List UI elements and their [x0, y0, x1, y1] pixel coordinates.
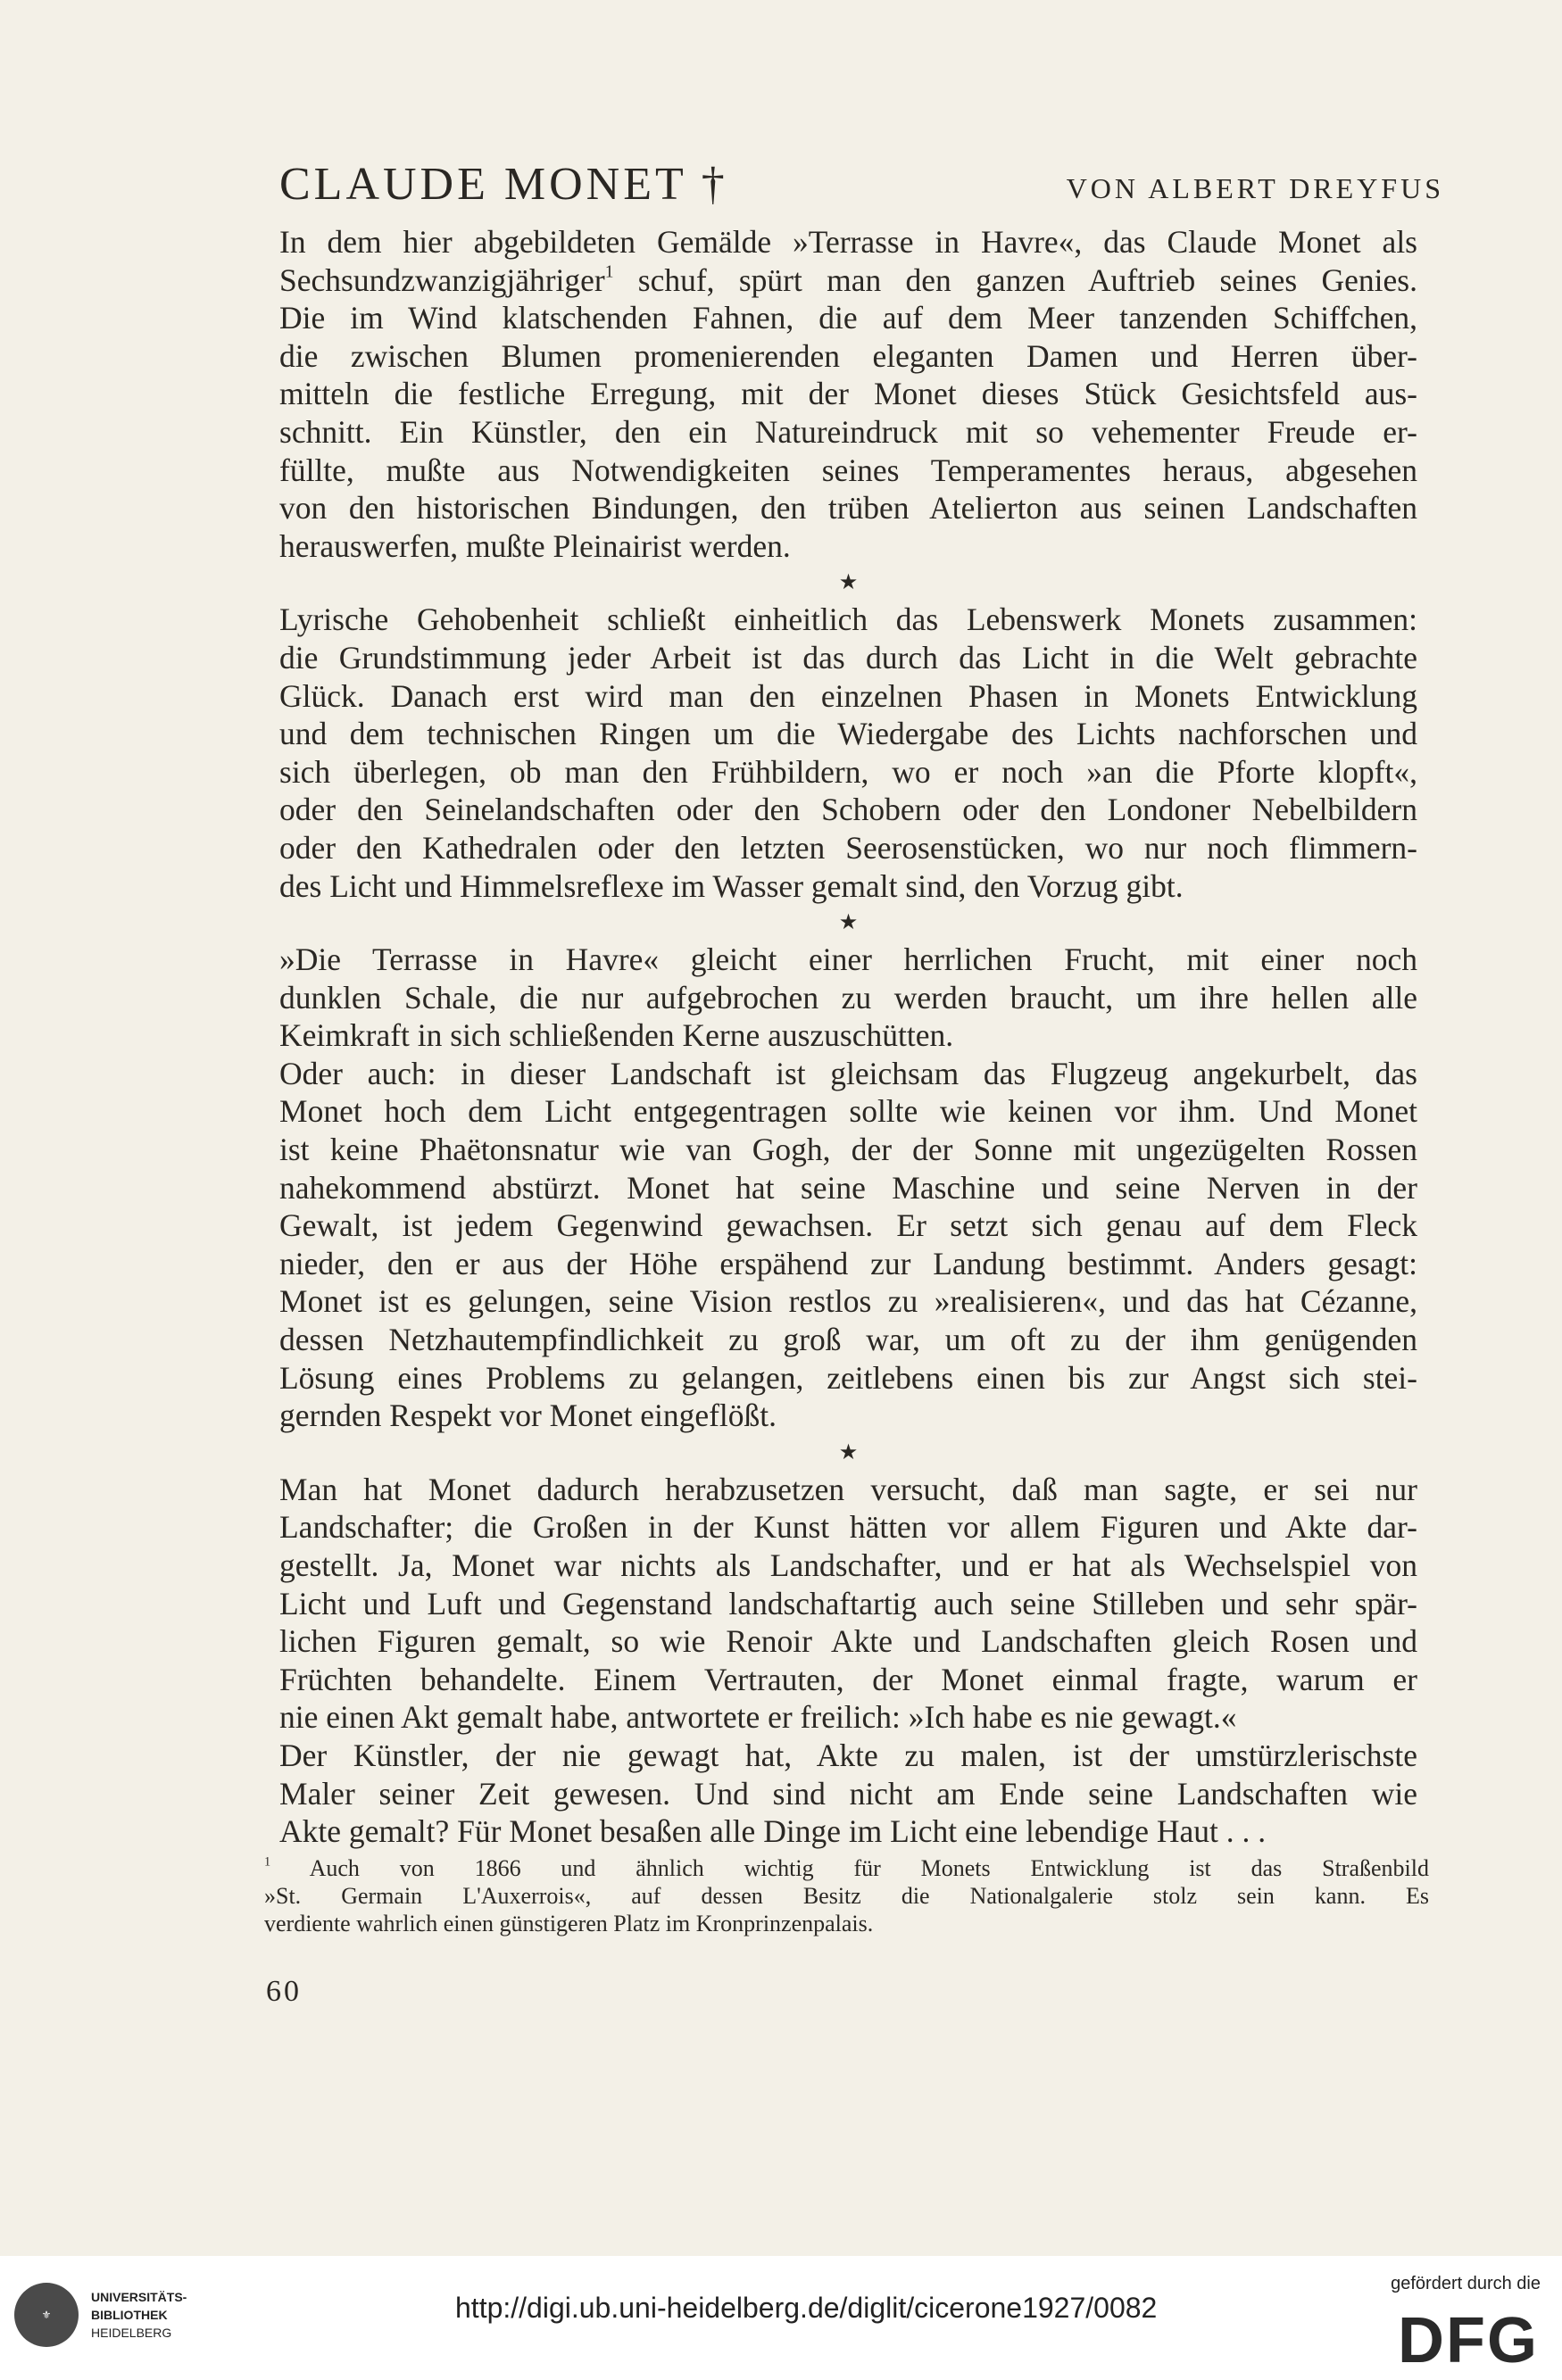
text-line: Monet hoch dem Licht entgegentragen sollte wie keinen vor ihm. Und Monet	[279, 1093, 1417, 1130]
footnote-line	[264, 1854, 1429, 1882]
text-line: gestellt. Ja, Monet war nichts als Landschafter, und er hat als Wechselspiel von	[279, 1547, 1417, 1583]
logo-text-line: UNIVERSITÄTS-	[91, 2290, 187, 2304]
section-separator-star: ★	[838, 571, 859, 595]
text-line: Lyrische Gehobenheit schließt einheitlich das Lebenswerk Monets zusammen:	[279, 601, 1417, 638]
text-line: Oder auch: in dieser Landschaft ist gleichsam das Flugzeug angekurbelt, das	[279, 1055, 1417, 1091]
page-number: 60	[266, 1975, 302, 2008]
paragraph	[279, 601, 1417, 905]
footnote-marker: 1	[264, 1854, 271, 1870]
text-line: Licht und Luft und Gegenstand landschaftartig auch seine Stilleben und sehr spär-	[279, 1585, 1417, 1621]
text-line: oder den Seinelandschaften oder den Schobern oder den Londoner Nebelbildern	[279, 792, 1417, 828]
permalink-url[interactable]: http://digi.ub.uni-heidelberg.de/diglit/cicerone1927/0082	[455, 2292, 1158, 2324]
text-line: von den historischen Bindungen, den trüben Atelierton aus seinen Landschaften	[279, 490, 1417, 527]
text-line: und dem technischen Ringen um die Wiedergabe des Lichts nachforschen und	[279, 716, 1417, 752]
article-header	[279, 158, 1444, 211]
article-title: CLAUDE MONET †	[279, 159, 728, 210]
text-line: dessen Netzhautempfindlichkeit zu groß war, um oft zu der ihm genügenden	[279, 1322, 1417, 1358]
text-line: dunklen Schale, die nur aufgebrochen zu werden braucht, um ihre hellen alle	[279, 979, 1417, 1016]
paragraph	[279, 1471, 1417, 1737]
funding-label: gefördert durch die	[1391, 2274, 1541, 2293]
text-line: füllte, mußte aus Notwendigkeiten seines Temperamentes heraus, abgesehen	[279, 452, 1417, 488]
section-separator-star: ★	[838, 911, 859, 935]
digitization-footer	[0, 2256, 1562, 2380]
text-line	[279, 261, 1417, 300]
university-seal-icon: ⚜	[14, 2283, 79, 2347]
text-line: sich überlegen, ob man den Frühbildern, wo er noch »an die Pforte klopft«,	[279, 753, 1417, 790]
text-line: Die im Wind klatschenden Fahnen, die auf dem Meer tanzenden Schiffchen,	[279, 300, 1417, 336]
text-segment: schuf, spürt man den ganzen Auftrieb seines Genies.	[613, 261, 1417, 298]
text-segment: Sechsundzwanzigjähriger	[279, 261, 605, 298]
article-body	[279, 223, 1417, 1851]
text-line: die Grundstimmung jeder Arbeit ist das durch das Licht in die Welt gebrachte	[279, 639, 1417, 676]
text-line: Gewalt, ist jedem Gegenwind gewachsen. Er setzt sich genau auf dem Fleck	[279, 1207, 1417, 1244]
logo-text-line: BIBLIOTHEK	[91, 2308, 168, 2322]
text-line: Landschafter; die Großen in der Kunst hätten vor allem Figuren und Akte dar-	[279, 1509, 1417, 1546]
footnote	[264, 1854, 1429, 1937]
footnote-line: verdiente wahrlich einen günstigeren Platz im Kronprinzenpalais.	[264, 1911, 874, 1936]
article-author: VON ALBERT DREYFUS	[1066, 172, 1444, 204]
footnote-reference: 1	[604, 261, 614, 281]
text-line: oder den Kathedralen oder den letzten Seerosenstücken, wo nur noch flimmern-	[279, 829, 1417, 866]
text-line: Der Künstler, der nie gewagt hat, Akte zu malen, ist der umstürzlerischste	[279, 1737, 1417, 1773]
text-line: lichen Figuren gemalt, so wie Renoir Akte und Landschaften gleich Rosen und	[279, 1623, 1417, 1660]
text-segment: Auch von 1866 und ähnlich wichtig für Monets Entwicklung ist das Straßenbild	[270, 1855, 1429, 1881]
text-line: Lösung eines Problems zu gelangen, zeitlebens einen bis zur Angst sich stei-	[279, 1359, 1417, 1396]
text-line: Früchten behandelte. Einem Vertrauten, der Monet einmal fragte, warum er	[279, 1661, 1417, 1697]
text-line: nahekommend abstürzt. Monet hat seine Maschine und seine Nerven in der	[279, 1169, 1417, 1206]
text-line: »Die Terrasse in Havre« gleicht einer herrlichen Frucht, mit einer noch	[279, 941, 1417, 978]
text-line: ist keine Phaëtonsnatur wie van Gogh, der der Sonne mit ungezügelten Rossen	[279, 1132, 1417, 1168]
dfg-logo: DFG	[1398, 2305, 1539, 2376]
text-line: nieder, den er aus der Höhe erspähend zur Landung bestimmt. Anders gesagt:	[279, 1245, 1417, 1281]
text-line: Maler seiner Zeit gewesen. Und sind nicht am Ende seine Landschaften wie	[279, 1775, 1417, 1812]
text-line: In dem hier abgebildeten Gemälde »Terrasse in Havre«, das Claude Monet als	[279, 224, 1417, 260]
text-line: nie einen Akt gemalt habe, antwortete er freilich: »Ich habe es nie gewagt.«	[279, 1699, 1237, 1736]
text-line: Monet ist es gelungen, seine Vision restlos zu »realisieren«, und das hat Cézanne,	[279, 1283, 1417, 1320]
text-line: gernden Respekt vor Monet eingeflößt.	[279, 1397, 777, 1434]
section-separator-star: ★	[838, 1440, 859, 1464]
paragraph	[279, 1737, 1417, 1851]
text-line: Man hat Monet dadurch herabzusetzen versucht, daß man sagte, er sei nur	[279, 1471, 1417, 1507]
logo-text-line: HEIDELBERG	[91, 2326, 172, 2340]
paragraph	[279, 223, 1417, 565]
text-line: Keimkraft in sich schließenden Kerne auszuschütten.	[279, 1017, 954, 1054]
library-logo[interactable]	[14, 2279, 202, 2351]
text-line: herauswerfen, mußte Pleinairist werden.	[279, 527, 791, 564]
text-line: Glück. Danach erst wird man den einzelnen Phasen in Monets Entwicklung	[279, 677, 1417, 714]
text-line: Akte gemalt? Für Monet besaßen alle Dinge im Licht eine lebendige Haut . . .	[279, 1813, 1267, 1850]
text-line: mitteln die festliche Erregung, mit der Monet dieses Stück Gesichtsfeld aus-	[279, 376, 1417, 412]
text-line: schnitt. Ein Künstler, den ein Natureindruck mit so vehementer Freude er-	[279, 413, 1417, 450]
text-line: des Licht und Himmelsreflexe im Wasser gemalt sind, den Vorzug gibt.	[279, 867, 1184, 904]
paragraph	[279, 1055, 1417, 1435]
footnote-line: »St. Germain L'Auxerrois«, auf dessen Besitz die Nationalgalerie stolz sein kann. Es	[264, 1883, 1429, 1909]
paragraph	[279, 941, 1417, 1055]
text-line: die zwischen Blumen promenierenden eleganten Damen und Herren über-	[279, 337, 1417, 374]
